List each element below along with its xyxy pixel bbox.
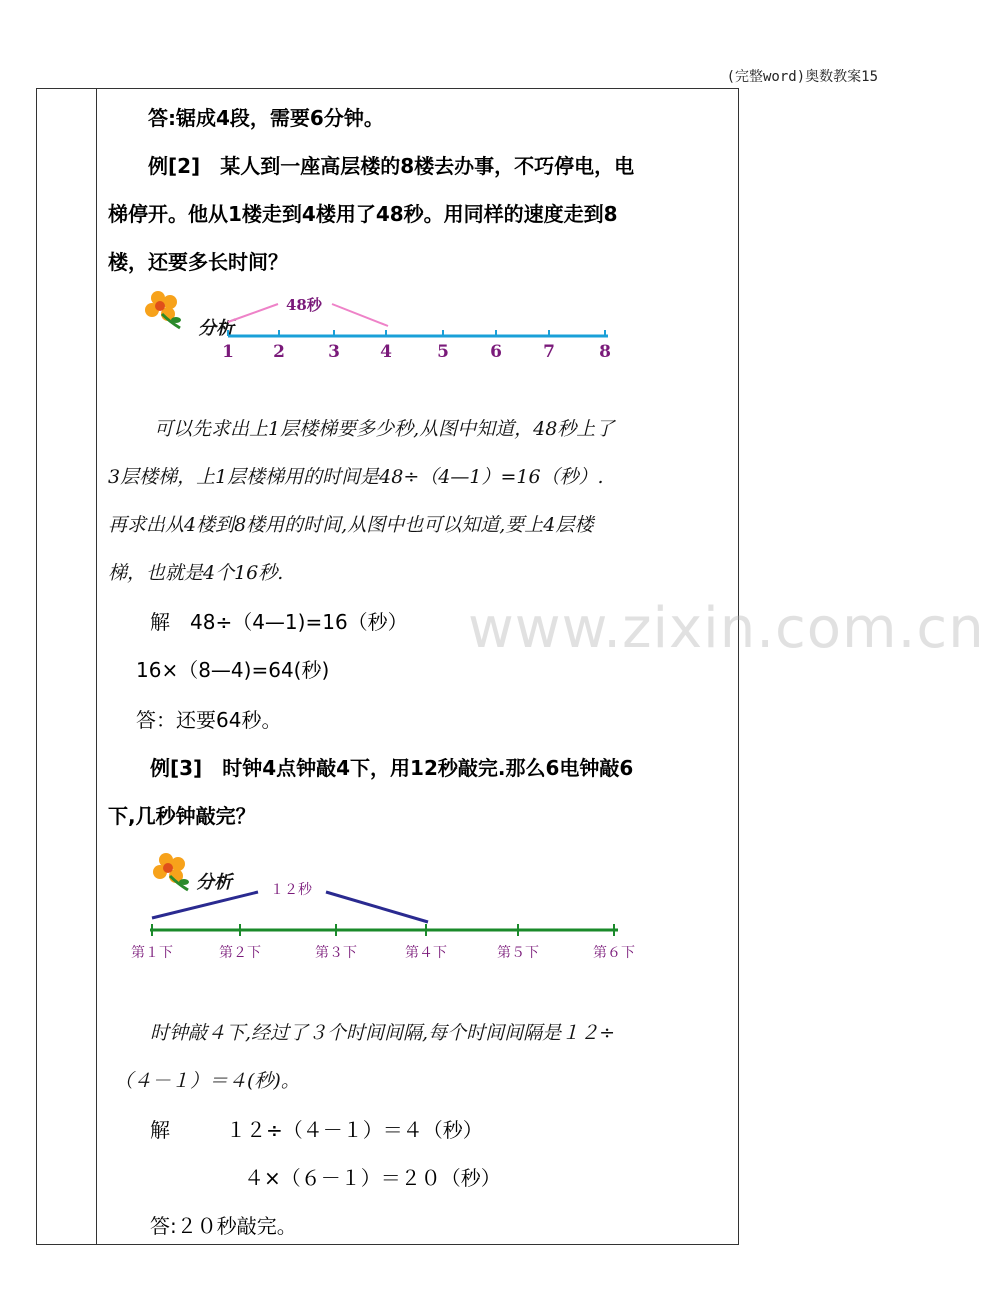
answer-1: 答:锯成4段，需要6分钟。 — [148, 106, 384, 130]
solution-3: １２÷（４－１）＝４（秒） — [226, 1118, 483, 1142]
floor-label: 3 — [328, 342, 340, 362]
example-3-line-1: 例[3] 时钟4点钟敲4下，用12秒敲完.那么6电钟敲6 — [150, 756, 634, 780]
page-header: (完整word)奥数教案15 — [726, 69, 878, 85]
analysis-label-1: 分析 — [198, 318, 234, 339]
watermark: www.zixin.com.cn — [468, 596, 985, 661]
solution-4: ４×（６－１）＝２０（秒） — [244, 1166, 501, 1190]
floor-label: 8 — [599, 342, 611, 362]
flower-icon — [145, 291, 181, 328]
answer-3: 答:２０秒敲完。 — [150, 1214, 297, 1238]
explanation-5: 时钟敲４下,经过了３个时间间隔,每个时间间隔是１２÷ — [150, 1022, 616, 1044]
example-2-line-2: 梯停开。他从1楼走到4楼用了48秒。用同样的速度走到8 — [108, 202, 618, 226]
column-divider — [96, 88, 97, 1245]
floor-label: 4 — [380, 342, 392, 362]
stairs-diagram — [140, 288, 620, 368]
explanation-3: 再求出从4楼到8楼用的时间,从图中也可以知道,要上4层楼 — [108, 514, 594, 536]
explanation-4: 梯，也就是4个16秒. — [108, 562, 284, 584]
floor-label: 2 — [273, 342, 285, 362]
example-3-line-2: 下,几秒钟敲完？ — [108, 804, 256, 828]
span-label-1: 48秒 — [286, 296, 322, 314]
flower-icon — [153, 853, 189, 890]
span-label-2: １２秒 — [270, 882, 312, 898]
floor-label: 7 — [543, 342, 555, 362]
strike-label: 第１下 — [131, 945, 173, 961]
floor-label: 5 — [437, 342, 449, 362]
strike-label: 第３下 — [315, 945, 357, 961]
floor-label: 1 — [222, 342, 234, 362]
solution-2: 16×（8—4)=64(秒) — [136, 658, 330, 682]
solution-3-label: 解 — [150, 1118, 170, 1142]
floor-label: 6 — [490, 342, 502, 362]
solution-1: 解 48÷（4—1)=16（秒） — [150, 610, 408, 634]
strike-label: 第５下 — [497, 945, 539, 961]
answer-2: 答：还要64秒。 — [136, 708, 282, 732]
clock-diagram — [120, 846, 640, 966]
strike-label: 第６下 — [593, 945, 635, 961]
analysis-label-2: 分析 — [196, 872, 232, 893]
strike-label: 第４下 — [405, 945, 447, 961]
explanation-2: 3层楼梯，上1层楼梯用的时间是48÷（4—1）=16（秒）. — [108, 466, 604, 488]
example-2-line-1: 例[2] 某人到一座高层楼的8楼去办事，不巧停电，电 — [148, 154, 635, 178]
explanation-1: 可以先求出上1层楼梯要多少秒,从图中知道，48秒上了 — [154, 418, 615, 440]
example-2-line-3: 楼，还要多长时间？ — [108, 250, 288, 274]
strike-label: 第２下 — [219, 945, 261, 961]
explanation-6: （４－１）＝４(秒)。 — [114, 1070, 300, 1092]
